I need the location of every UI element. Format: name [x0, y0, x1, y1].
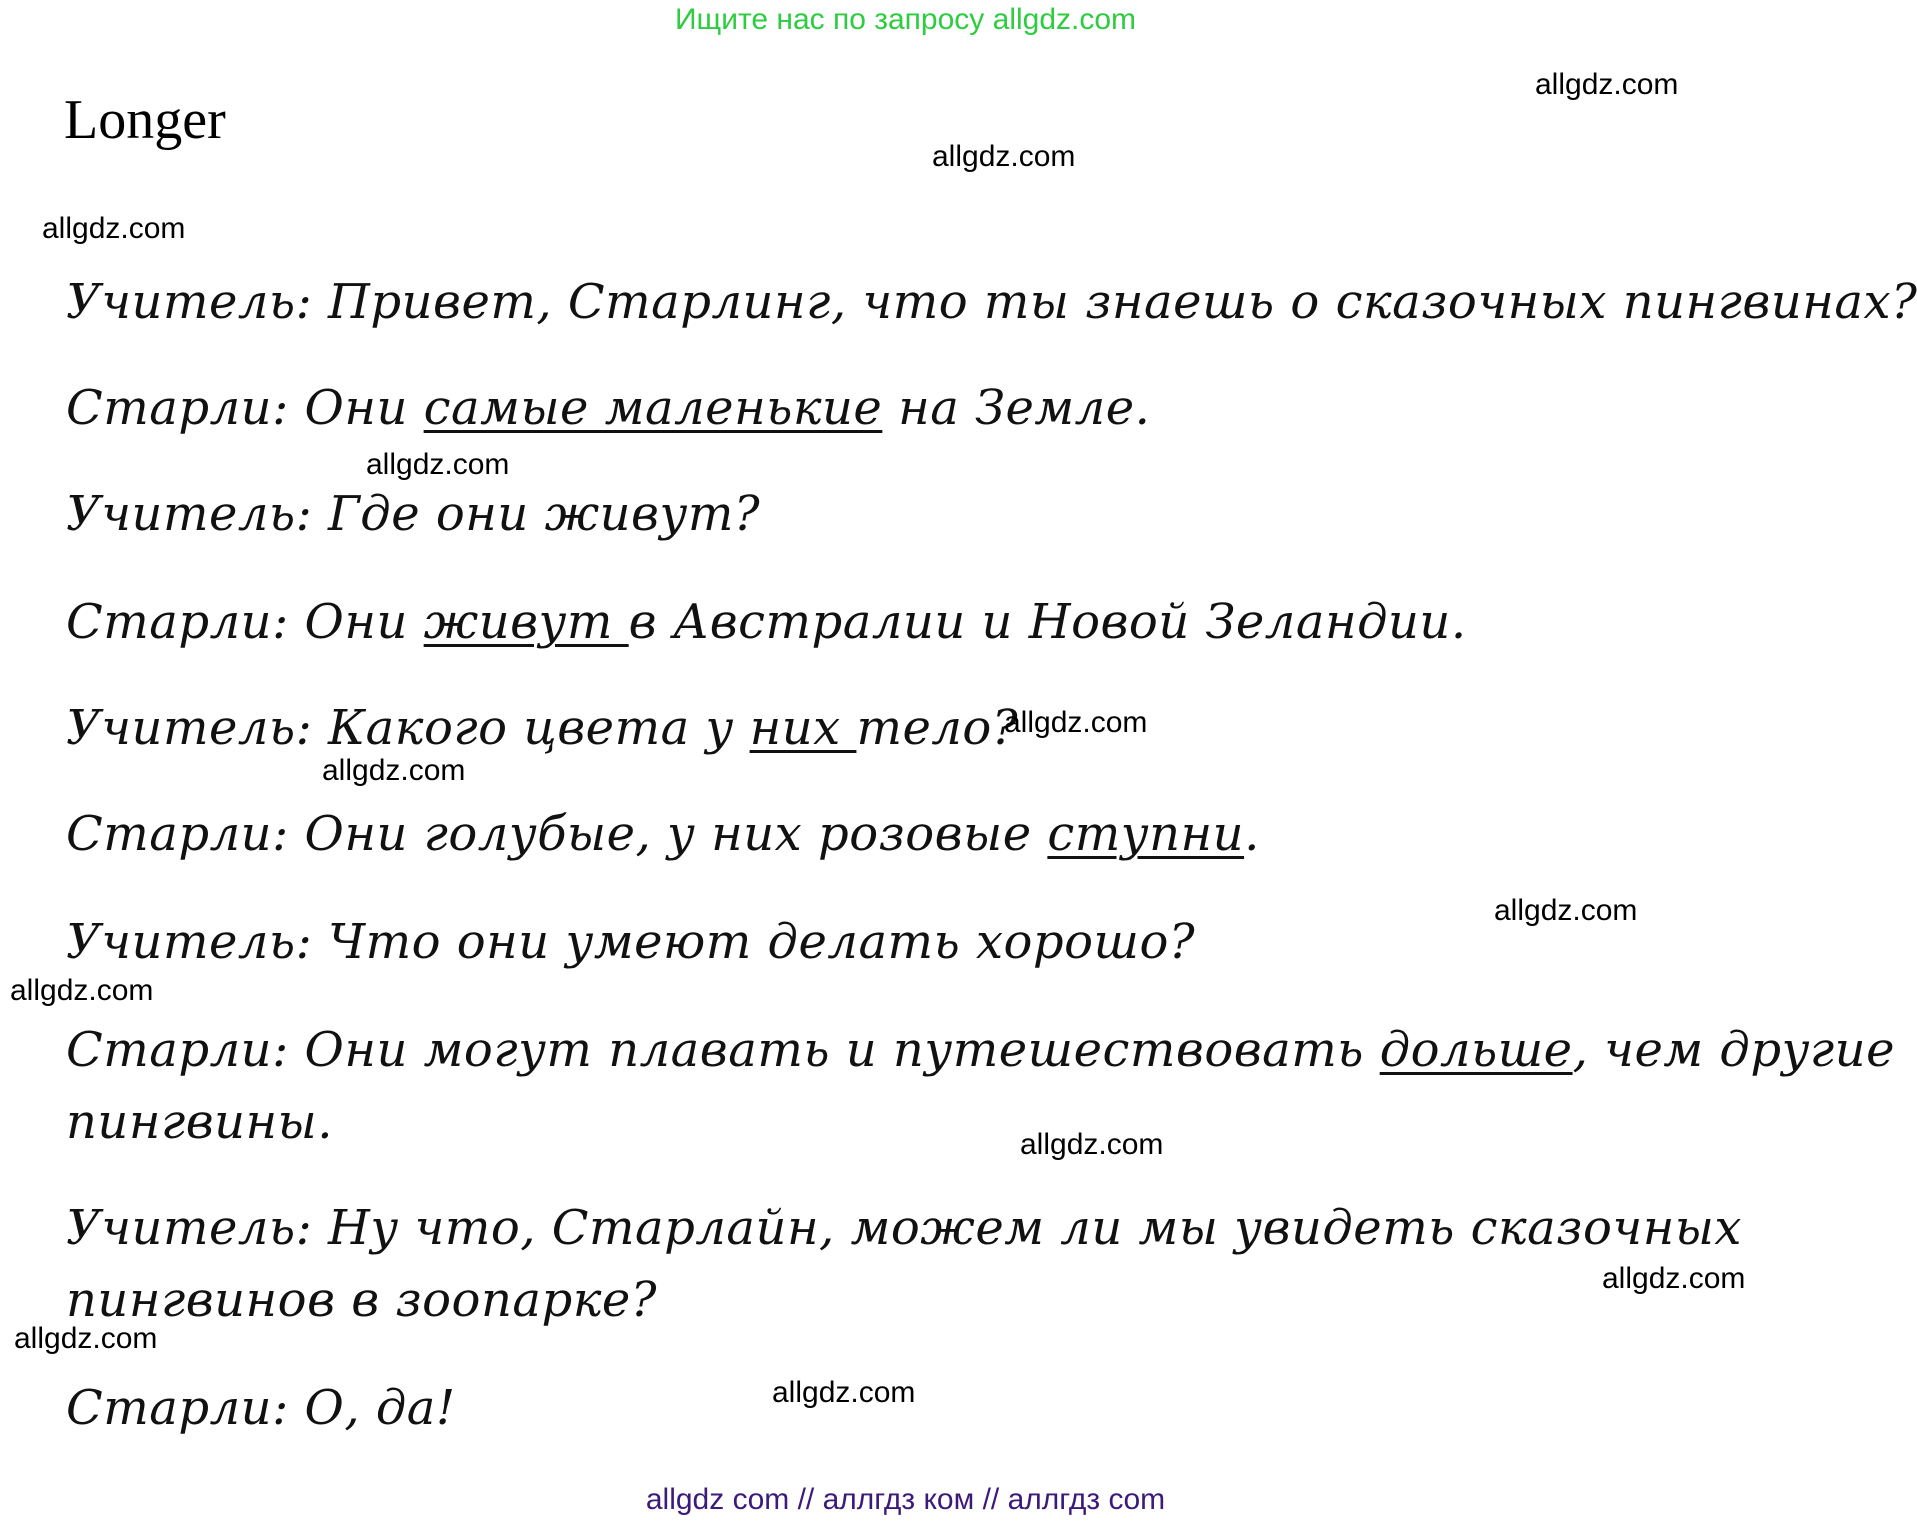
- text-fragment: Учитель: Какого цвета у: [66, 700, 750, 756]
- underlined-word: самые маленькие: [423, 380, 883, 436]
- watermark: allgdz.com: [1602, 1262, 1746, 1295]
- search-banner: Ищите нас по запросу allgdz.com: [674, 3, 1137, 36]
- text-fragment: Старли: Они: [66, 380, 424, 436]
- underlined-word: живут: [423, 594, 629, 650]
- underlined-word: дольше: [1379, 1022, 1573, 1078]
- text-fragment: в Австралии и Новой Зеландии.: [628, 594, 1467, 650]
- text-fragment: на Земле.: [882, 380, 1151, 436]
- text-fragment: тело?: [856, 700, 1019, 756]
- dialogue-line: [66, 482, 760, 546]
- dialogue-line: [66, 1018, 1895, 1082]
- page-title: Longer: [64, 89, 226, 151]
- dialogue-line: [66, 590, 1467, 654]
- text-fragment: Старли: Они могут плавать и путешествовать: [66, 1022, 1380, 1078]
- watermark: allgdz.com: [1020, 1128, 1164, 1161]
- text-fragment: пингвинов в зоопарке?: [66, 1272, 657, 1328]
- watermark: allgdz.com: [10, 974, 154, 1007]
- text-fragment: Учитель: Где они живут?: [66, 486, 761, 542]
- text-fragment: Учитель: Что они умеют делать хорошо?: [66, 914, 1196, 970]
- watermark: allgdz.com: [1494, 894, 1638, 927]
- dialogue-line: [66, 270, 1917, 334]
- dialogue-line: [66, 1376, 456, 1440]
- dialogue-line: [66, 802, 1260, 866]
- dialogue-line: [66, 1196, 1742, 1260]
- dialogue-line: [66, 910, 1195, 974]
- watermark: allgdz.com: [322, 754, 466, 787]
- underlined-word: них: [749, 700, 857, 756]
- text-fragment: Учитель: Привет, Старлинг, что ты знаешь о сказочных пингвинах?: [66, 274, 1917, 330]
- text-fragment: Учитель: Ну что, Старлайн, можем ли мы увидеть сказочных: [66, 1200, 1742, 1256]
- watermark: allgdz.com: [1004, 706, 1148, 739]
- text-fragment: .: [1244, 806, 1260, 862]
- dialogue-line: [66, 376, 1150, 440]
- watermark: allgdz.com: [932, 140, 1076, 173]
- text-fragment: , чем другие: [1572, 1022, 1895, 1078]
- watermark: allgdz.com: [366, 448, 510, 481]
- text-fragment: Старли: Они: [66, 594, 424, 650]
- footer-text: allgdz com // аллгдз ком // аллгдз com: [645, 1483, 1166, 1516]
- dialogue-line: [66, 1090, 333, 1154]
- watermark: allgdz.com: [14, 1322, 158, 1355]
- text-fragment: Старли: О, да!: [66, 1380, 456, 1436]
- watermark: allgdz.com: [1535, 68, 1679, 101]
- watermark: allgdz.com: [772, 1376, 916, 1409]
- text-fragment: пингвины.: [66, 1094, 334, 1150]
- text-fragment: Старли: Они голубые, у них розовые: [66, 806, 1048, 862]
- watermark: allgdz.com: [42, 212, 186, 245]
- dialogue-line: [66, 696, 1018, 760]
- underlined-word: ступни: [1047, 806, 1245, 862]
